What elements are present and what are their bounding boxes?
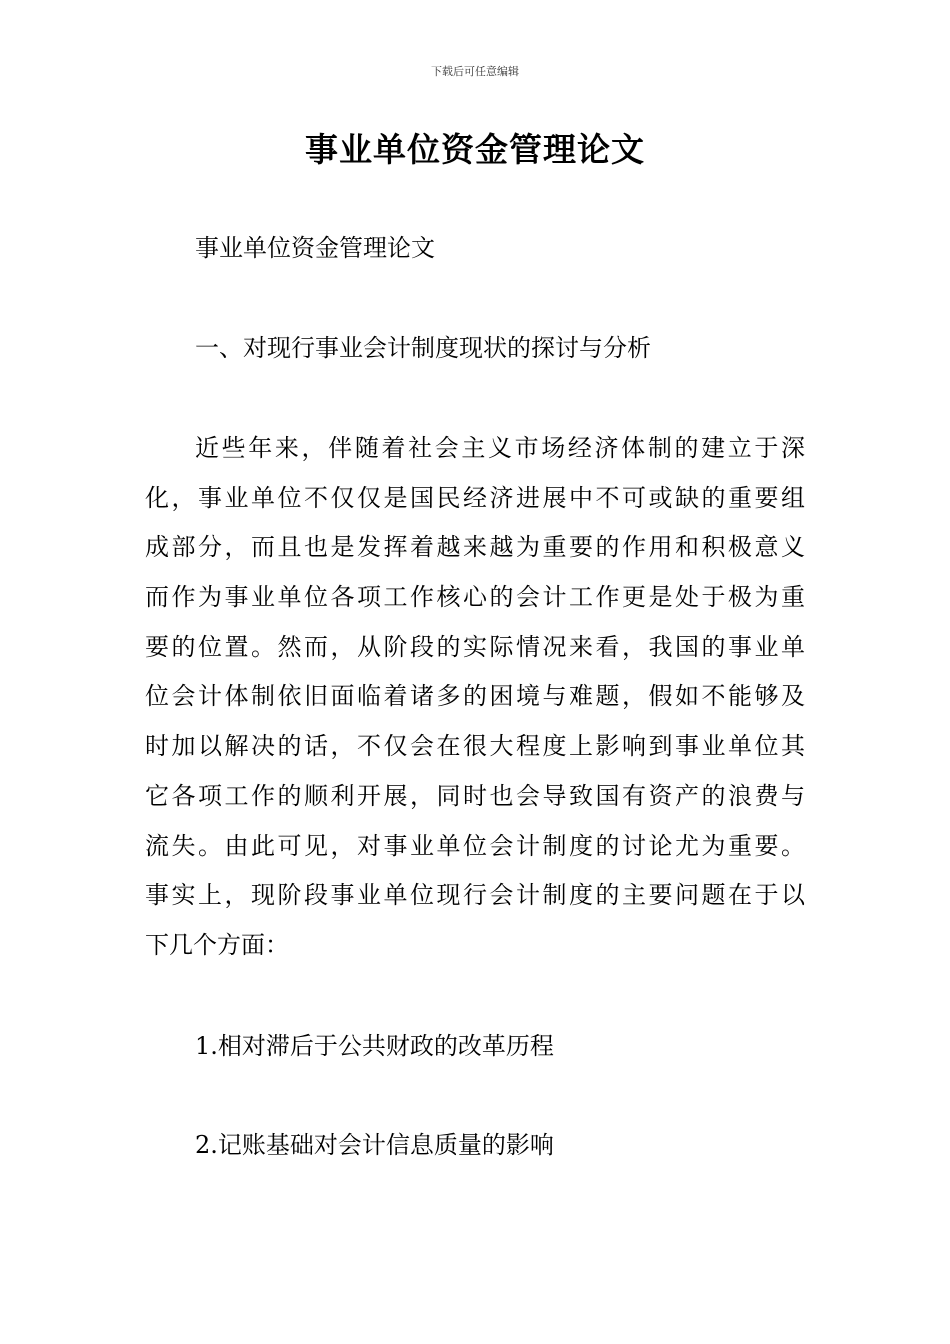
document-title: 事业单位资金管理论文 xyxy=(305,130,645,169)
list-item: 2.记账基础对会计信息质量的影响 xyxy=(195,1131,554,1159)
subtitle: 事业单位资金管理论文 xyxy=(195,234,435,262)
header-note: 下载后可任意编辑 xyxy=(431,65,519,78)
paragraph-line: 成部分，而且也是发挥着越来越为重要的作用和积极意义 xyxy=(145,533,805,562)
paragraph-line: 时加以解决的话，不仅会在很大程度上影响到事业单位其 xyxy=(145,732,805,761)
section-heading: 一、对现行事业会计制度现状的探讨与分析 xyxy=(195,334,651,362)
paragraph-line: 要的位置。然而，从阶段的实际情况来看，我国的事业单 xyxy=(145,632,805,661)
paragraph-line: 而作为事业单位各项工作核心的会计工作更是处于极为重 xyxy=(145,583,805,612)
paragraph-line: 它各项工作的顺利开展，同时也会导致国有资产的浪费与 xyxy=(145,781,805,810)
body-paragraph xyxy=(145,424,805,971)
paragraph-line: 近些年来，伴随着社会主义市场经济体制的建立于深 xyxy=(195,434,805,462)
list-item: 1.相对滞后于公共财政的改革历程 xyxy=(195,1032,554,1060)
paragraph-line: 位会计体制依旧面临着诸多的困境与难题，假如不能够及 xyxy=(145,682,805,711)
paragraph-line: 事实上，现阶段事业单位现行会计制度的主要问题在于以 xyxy=(145,881,805,910)
paragraph-line: 下几个方面： xyxy=(145,930,289,959)
paragraph-line: 化，事业单位不仅仅是国民经济进展中不可或缺的重要组 xyxy=(145,483,805,512)
paragraph-line: 流失。由此可见，对事业单位会计制度的讨论尤为重要。 xyxy=(145,831,805,860)
